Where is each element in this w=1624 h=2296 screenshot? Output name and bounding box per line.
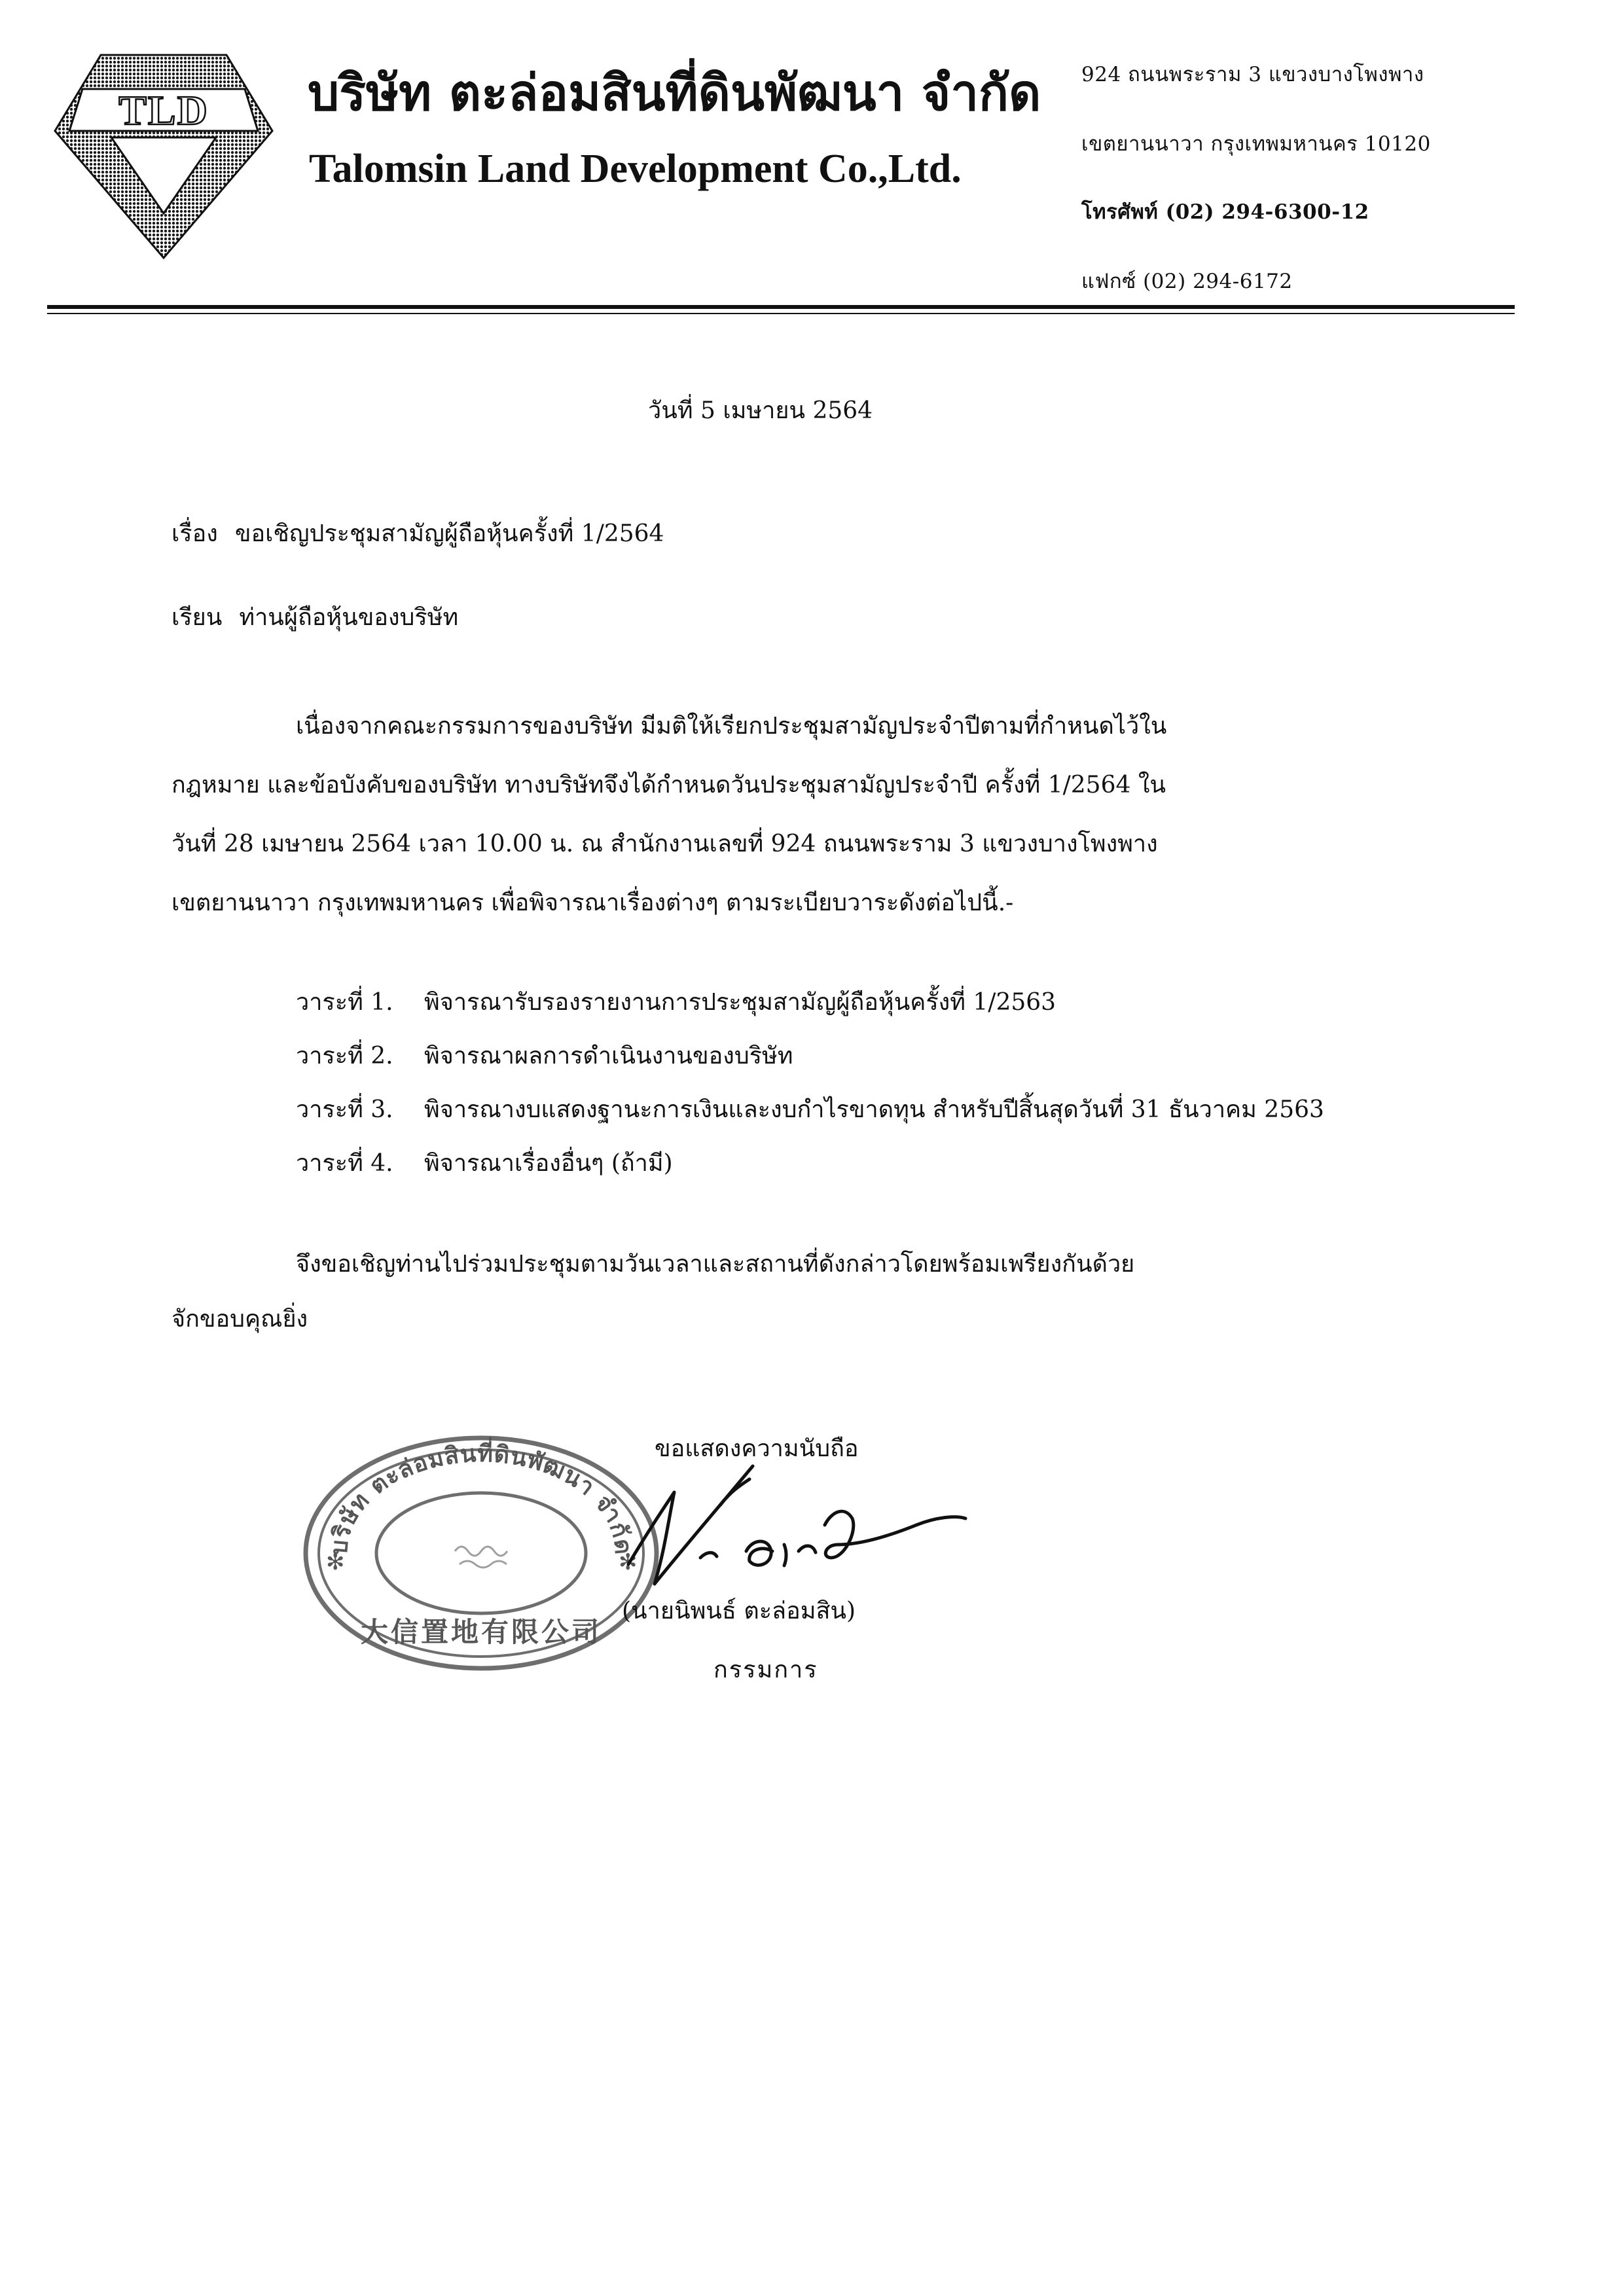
agenda-text: พิจารณางบแสดงฐานะการเงินและงบกำไรขาดทุน สำหรับปีสิ้นสุดวันที่ 31 ธันวาคม 2563	[424, 1096, 1324, 1123]
closing-line-2: จักขอบคุณยิ่ง	[171, 1306, 308, 1333]
subject-line	[171, 514, 664, 554]
salutation-label: เรียน	[171, 604, 223, 631]
subject-text: ขอเชิญประชุมสามัญผู้ถือหุ้นครั้งที่ 1/2564	[234, 520, 664, 547]
svg-text:บริษัท ตะล่อมสินที่ดินพัฒนา จำ	[325, 1437, 636, 1556]
closing-line-1: จึงขอเชิญท่านไปร่วมประชุมตามวันเวลาและสถานที่ดังกล่าวโดยพร้อมเพรียงกันด้วย	[296, 1251, 1135, 1278]
seal-outer-text: บริษัท ตะล่อมสินที่ดินพัฒนา จำกัด	[325, 1440, 637, 1556]
agenda-item	[296, 1144, 673, 1183]
body-line-4: เขตยานนาวา กรุงเทพมหานคร เพื่อพิจารณาเรื่องต่างๆ ตามระเบียบวาระดังต่อไปนี้.-	[171, 889, 1014, 916]
fax-number: แฟกซ์ (02) 294-6172	[1081, 270, 1293, 293]
letterhead-rule-thin	[47, 313, 1515, 314]
agenda-text: พิจารณาเรื่องอื่นๆ (ถ้ามี)	[424, 1150, 673, 1177]
address-line-1: 924 ถนนพระราม 3 แขวงบางโพงพาง	[1081, 63, 1424, 86]
logo-text: TLD	[118, 87, 209, 134]
agenda-text: พิจารณารับรองรายงานการประชุมสามัญผู้ถือหุ้นครั้งที่ 1/2563	[424, 989, 1056, 1016]
address-line-2: เขตยานนาวา กรุงเทพมหานคร 10120	[1081, 132, 1431, 156]
agenda-number: วาระที่ 1.	[296, 989, 393, 1016]
tld-logo	[54, 52, 274, 259]
signer-name: (นายนิพนธ์ ตะล่อมสิน)	[622, 1598, 856, 1624]
subject-label: เรื่อง	[171, 520, 218, 547]
seal-inner-text: 大信置地有限公司	[360, 1616, 602, 1648]
closing-regards: ขอแสดงความนับถือ	[655, 1435, 859, 1462]
agenda-number: วาระที่ 2.	[296, 1043, 393, 1069]
svg-text:✻: ✻	[619, 1549, 638, 1575]
agenda-text: พิจารณาผลการดำเนินงานของบริษัท	[424, 1043, 793, 1069]
company-name-en: Talomsin Land Development Co.,Ltd.	[309, 147, 962, 191]
salutation-text: ท่านผู้ถือหุ้นของบริษัท	[239, 604, 459, 631]
signer-title: กรรมการ	[713, 1657, 818, 1683]
company-name-thai: บริษัท ตะล่อมสินที่ดินพัฒนา จำกัด	[308, 63, 1041, 122]
handwritten-signature	[609, 1453, 975, 1610]
body-line-1: เนื่องจากคณะกรรมการของบริษัท มีมติให้เรียกประชุมสามัญประจำปีตามที่กำหนดไว้ใน	[296, 713, 1167, 740]
body-line-3: วันที่ 28 เมษายน 2564 เวลา 10.00 น. ณ สำนักงานเลขที่ 924 ถนนพระราม 3 แขวงบางโพงพาง	[171, 831, 1158, 857]
agenda-item	[296, 1090, 1324, 1130]
agenda-number: วาระที่ 3.	[296, 1096, 393, 1123]
letter-date: วันที่ 5 เมษายน 2564	[648, 397, 873, 424]
salutation-line	[171, 598, 458, 637]
agenda-number: วาระที่ 4.	[296, 1150, 393, 1177]
agenda-item	[296, 983, 1056, 1022]
letterhead-rule	[47, 305, 1515, 309]
phone-number: โทรศัพท์ (02) 294-6300-12	[1081, 200, 1369, 224]
body-line-2: กฎหมาย และข้อบังคับของบริษัท ทางบริษัทจึงได้กำหนดวันประชุมสามัญประจำปี ครั้งที่ 1/2564 ใน	[171, 772, 1166, 798]
agenda-item	[296, 1037, 793, 1076]
svg-text:✻: ✻	[326, 1549, 345, 1575]
